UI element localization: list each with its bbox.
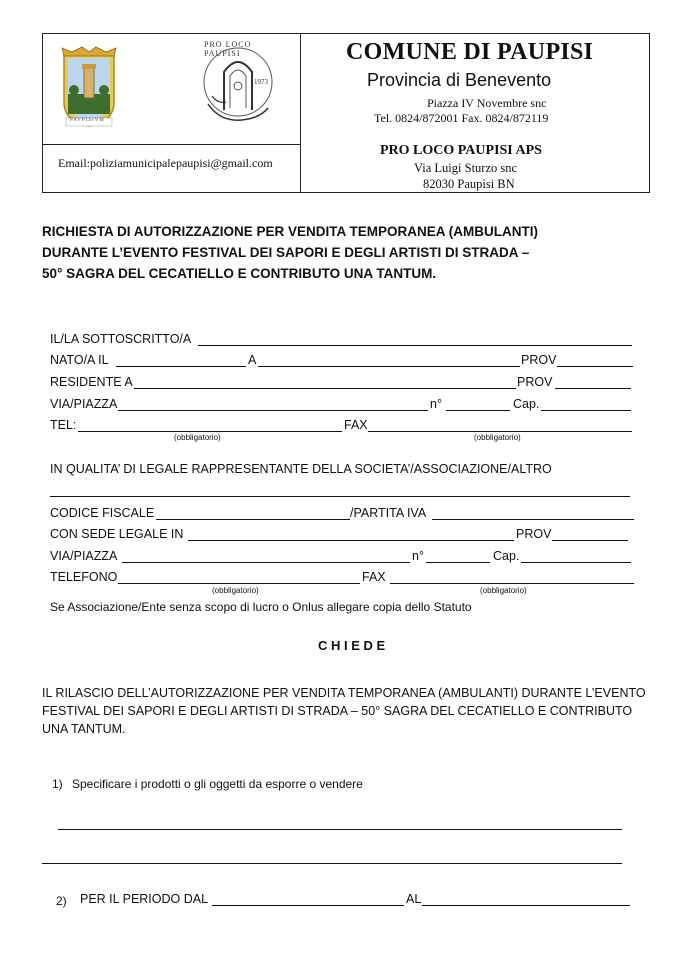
telefono-required-hint: (obbligatorio): [212, 586, 259, 595]
request-line: UNA TANTUM.: [42, 722, 126, 736]
proloco-city: 82030 Paupisi BN: [423, 177, 515, 191]
birth-place-label: A: [248, 353, 257, 367]
cap-label: Cap.: [513, 397, 540, 411]
header-divider: [300, 33, 301, 193]
telefono-field[interactable]: [118, 583, 360, 584]
partita-iva-label: /PARTITA IVA: [350, 506, 427, 520]
item2-number: 2): [56, 894, 67, 908]
seal-year: 1973: [254, 78, 268, 86]
sede-fax-field[interactable]: [390, 583, 634, 584]
header-email: Email:poliziamunicipalepaupisi@gmail.com: [58, 156, 273, 170]
title-line: RICHIESTA DI AUTORIZZAZIONE PER VENDITA TEMPORANEA (AMBULANTI): [42, 224, 538, 239]
products-field[interactable]: [58, 829, 622, 830]
number-label: n°: [430, 397, 442, 411]
fax-field[interactable]: [368, 431, 632, 432]
request-line: FESTIVAL DEI SAPORI E DEGLI ARTISTI DI STRADA – 50° SAGRA DEL CECATIELLO E CONTRIBUTO: [42, 704, 633, 718]
birth-date-field[interactable]: [116, 366, 246, 367]
telefono-label: TELEFONO: [50, 570, 118, 584]
period-to-label: AL: [406, 892, 422, 906]
birth-prov-field[interactable]: [557, 366, 633, 367]
via-label: VIA/PIAZZA: [50, 549, 118, 563]
prov-label: PROV: [517, 375, 553, 389]
item1-number: 1): [52, 777, 63, 791]
fax-required-hint: (obbligatorio): [474, 433, 521, 442]
crest-motto: PAVPISIVM: [70, 118, 105, 123]
title-line: 50° SAGRA DEL CECATIELLO E CONTRIBUTO UNA TANTUM.: [42, 266, 437, 281]
partita-iva-field[interactable]: [432, 519, 634, 520]
item2-text: PER IL PERIODO DAL: [80, 892, 209, 906]
tel-field[interactable]: [78, 431, 342, 432]
prov-label: PROV: [516, 527, 552, 541]
comune-phone: Tel. 0824/872001 Fax. 0824/872119: [374, 111, 549, 125]
sottoscritto-field[interactable]: [198, 345, 632, 346]
sede-fax-required-hint: (obbligatorio): [480, 586, 527, 595]
address-field[interactable]: [118, 410, 428, 411]
chiede-heading: C H I E D E: [318, 638, 386, 653]
sede-address-field[interactable]: [122, 562, 410, 563]
residence-prov-field[interactable]: [555, 388, 631, 389]
document-title: [42, 221, 538, 284]
residente-label: RESIDENTE A: [50, 375, 133, 389]
comune-address: Piazza IV Novembre snc: [427, 96, 547, 110]
request-line: IL RILASCIO DELL’AUTORIZZAZIONE PER VENDITA TEMPORANEA (AMBULANTI) DURANTE L’EVENTO: [42, 686, 646, 700]
sottoscritto-label: IL/LA SOTTOSCRITTO/A: [50, 332, 192, 346]
number-label: n°: [412, 549, 424, 563]
prov-label: PROV: [521, 353, 557, 367]
sede-legale-label: CON SEDE LEGALE IN: [50, 527, 184, 541]
nato-label: NATO/A IL: [50, 353, 109, 367]
tel-label: TEL:: [50, 418, 77, 432]
house-number-field[interactable]: [446, 410, 510, 411]
sede-number-field[interactable]: [426, 562, 490, 563]
proloco-name: PRO LOCO PAUPISI APS: [380, 143, 542, 158]
codice-fiscale-field[interactable]: [156, 519, 350, 520]
item1-text: Specificare i prodotti o gli oggetti da esporre o vendere: [72, 777, 363, 791]
proloco-seal-logo: [198, 38, 278, 130]
sede-legale-field[interactable]: [188, 540, 514, 541]
request-paragraph: [42, 684, 646, 738]
via-label: VIA/PIAZZA: [50, 397, 118, 411]
proloco-street: Via Luigi Sturzo snc: [414, 161, 518, 175]
period-to-field[interactable]: [422, 905, 630, 906]
cap-field[interactable]: [541, 410, 631, 411]
products-field-2[interactable]: [42, 863, 622, 864]
period-from-field[interactable]: [212, 905, 404, 906]
fax-label: FAX: [344, 418, 368, 432]
sede-prov-field[interactable]: [552, 540, 628, 541]
fax-label: FAX: [362, 570, 386, 584]
provincia: Provincia di Benevento: [367, 70, 552, 90]
comune-title: COMUNE DI PAUPISI: [346, 39, 594, 65]
qualita-field[interactable]: [50, 496, 630, 497]
header-divider: [42, 144, 300, 145]
seal-text: PRO LOCO PAUPISI: [204, 40, 252, 58]
tel-required-hint: (obbligatorio): [174, 433, 221, 442]
birth-place-field[interactable]: [258, 366, 520, 367]
sede-cap-field[interactable]: [521, 562, 631, 563]
codice-fiscale-label: CODICE FISCALE: [50, 506, 155, 520]
title-line: DURANTE L’EVENTO FESTIVAL DEI SAPORI E DEGLI ARTISTI DI STRADA –: [42, 245, 530, 260]
associazione-note: Se Associazione/Ente senza scopo di lucro o Onlus allegare copia dello Statuto: [50, 600, 472, 614]
cap-label: Cap.: [493, 549, 520, 563]
residence-field[interactable]: [134, 388, 516, 389]
comune-crest-logo: [58, 44, 120, 130]
qualita-label: IN QUALITA’ DI LEGALE RAPPRESENTANTE DELLA SOCIETA’/ASSOCIAZIONE/ALTRO: [50, 462, 552, 476]
